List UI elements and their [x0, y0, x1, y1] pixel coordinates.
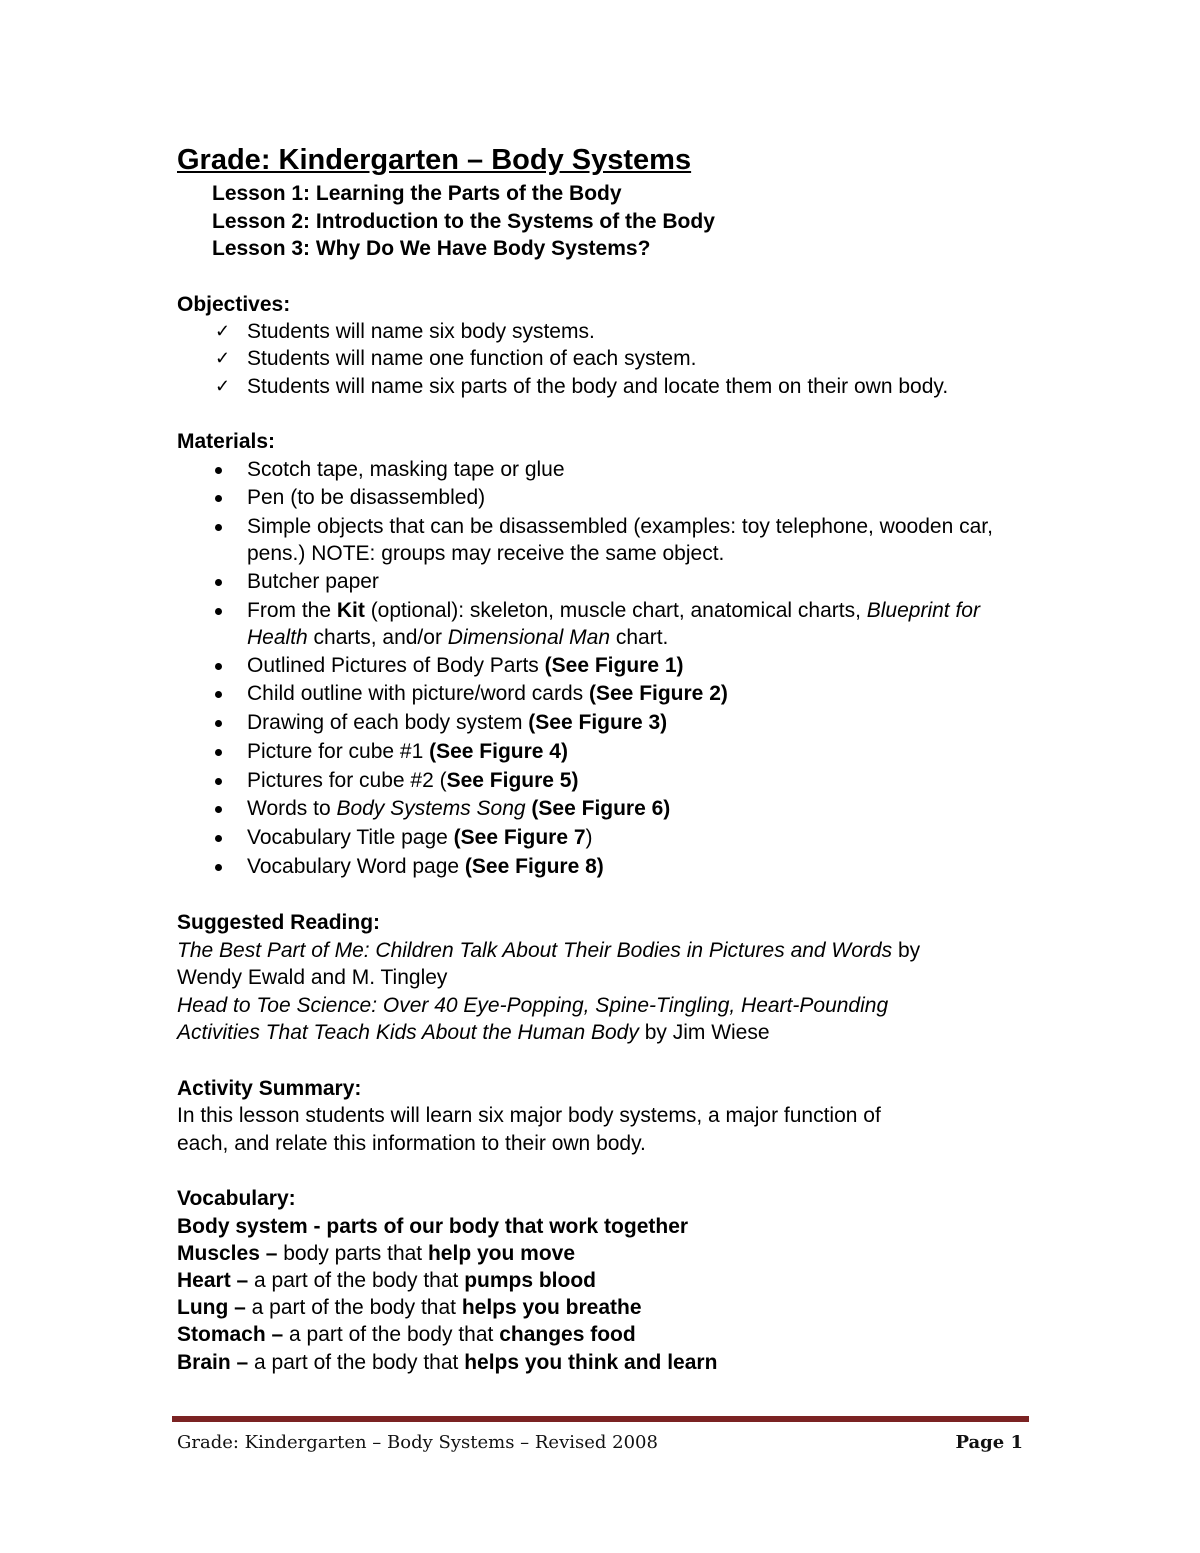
objectives-heading: Objectives: [177, 292, 291, 316]
bullet-icon [215, 467, 222, 474]
bullet-icon [215, 806, 222, 813]
book-1: The Best Part of Me: Children Talk About Their Bodies in Pictures and Words by [177, 938, 921, 962]
bullet-icon [215, 608, 222, 615]
list-item: From the Kit (optional): skeleton, muscle chart, anatomical charts, Blueprint for Health charts, and/or Dimensional Man chart. [177, 597, 1037, 651]
book-title: The Best Part of Me: Children Talk About Their Bodies in Pictures and Words [177, 938, 893, 962]
list-item: Picture for cube #1 (See Figure 4) [177, 738, 1037, 767]
summary-line-2: each, and relate this information to their own body. [177, 1131, 646, 1155]
list-item: Vocabulary Word page (See Figure 8) [177, 853, 1037, 882]
bullet-icon [215, 495, 222, 502]
list-item: Pictures for cube #2 (See Figure 5) [177, 767, 1037, 796]
lesson-1: Lesson 1: Learning the Parts of the Body [212, 182, 622, 205]
lesson-list [212, 180, 1037, 263]
bullet-icon [215, 864, 222, 871]
lesson-2: Lesson 2: Introduction to the Systems of the Body [212, 209, 715, 233]
activity-summary [177, 1075, 1037, 1158]
book-2-title-line-1: Head to Toe Science: Over 40 Eye-Popping, Spine-Tingling, Heart-Pounding [177, 993, 889, 1017]
figure-reference: (See Figure 1) [544, 653, 684, 677]
list-item: Outlined Pictures of Body Parts (See Figure 1) [177, 652, 1037, 681]
figure-reference: See Figure 5) [446, 768, 579, 792]
figure-reference: (See Figure 2) [589, 682, 728, 706]
figure-reference: (See Figure 3) [528, 711, 668, 735]
bullet-icon [215, 663, 222, 670]
list-item: Scotch tape, masking tape or glue [177, 456, 1037, 485]
figure-reference: (See Figure 8) [464, 854, 604, 878]
figure-reference: (See Figure 6) [531, 797, 671, 821]
checkmark-icon: ✓ [215, 348, 231, 369]
materials-heading: Materials: [177, 430, 276, 454]
list-item: Butcher paper [177, 568, 1037, 597]
objectives-list [177, 318, 1037, 401]
bullet-icon [215, 778, 222, 785]
lesson-3: Lesson 3: Why Do We Have Body Systems? [212, 237, 651, 260]
list-item [177, 345, 1037, 373]
reading-heading: Suggested Reading: [177, 911, 381, 935]
summary-heading: Activity Summary: [177, 1076, 362, 1100]
objective-text: Students will name one function of each system. [247, 347, 697, 371]
vocab-body-system: Body system - parts of our body that work together [177, 1214, 689, 1238]
page-title: Grade: Kindergarten – Body Systems [177, 144, 692, 176]
list-item: Vocabulary Title page (See Figure 7) [177, 824, 1037, 853]
footer-title: Grade: Kindergarten – Body Systems – Revised 2008 [177, 1432, 658, 1453]
bullet-icon [215, 579, 222, 586]
figure-reference: (See Figure 7 [453, 825, 586, 849]
list-item [177, 373, 1037, 401]
page-content [177, 140, 1037, 1376]
objective-text: Students will name six body systems. [247, 319, 595, 343]
materials-list [177, 456, 1037, 882]
list-item: Words to Body Systems Song (See Figure 6) [177, 795, 1037, 824]
vocab-lung: Lung – a part of the body that helps you breathe [177, 1296, 642, 1320]
book-1-author: Wendy Ewald and M. Tingley [177, 966, 448, 990]
book-2: Activities That Teach Kids About the Human Body by Jim Wiese [177, 1021, 770, 1045]
objective-text: Students will name six parts of the body and locate them on their own body. [247, 374, 949, 398]
bullet-icon [215, 720, 222, 727]
checkmark-icon: ✓ [215, 320, 231, 341]
vocabulary-section [177, 1185, 1037, 1375]
vocab-muscles: Muscles – body parts that help you move [177, 1241, 576, 1265]
book-title: Activities That Teach Kids About the Human Body [177, 1021, 639, 1045]
suggested-reading [177, 909, 1037, 1047]
list-item: Child outline with picture/word cards (See Figure 2) [177, 680, 1037, 709]
bullet-icon [215, 691, 222, 698]
figure-reference: (See Figure 4) [429, 739, 568, 763]
vocab-heart: Heart – a part of the body that pumps blood [177, 1268, 597, 1292]
bullet-icon [215, 524, 222, 531]
list-item [177, 318, 1037, 346]
vocabulary-heading: Vocabulary: [177, 1187, 296, 1211]
vocab-stomach: Stomach – a part of the body that changes food [177, 1323, 636, 1347]
page-number: Page 1 [955, 1432, 1023, 1453]
bullet-icon [215, 835, 222, 842]
list-item: Simple objects that can be disassembled (examples: toy telephone, wooden car, pens.) NOTE: groups may receive the same object. [177, 513, 1037, 567]
checkmark-icon: ✓ [215, 375, 231, 396]
list-item: Drawing of each body system (See Figure 3) [177, 709, 1037, 738]
list-item: Pen (to be disassembled) [177, 484, 1037, 513]
bullet-icon [215, 749, 222, 756]
summary-line-1: In this lesson students will learn six major body systems, a major function of [177, 1104, 881, 1128]
footer-divider [172, 1416, 1029, 1422]
vocab-brain: Brain – a part of the body that helps you think and learn [177, 1350, 718, 1374]
